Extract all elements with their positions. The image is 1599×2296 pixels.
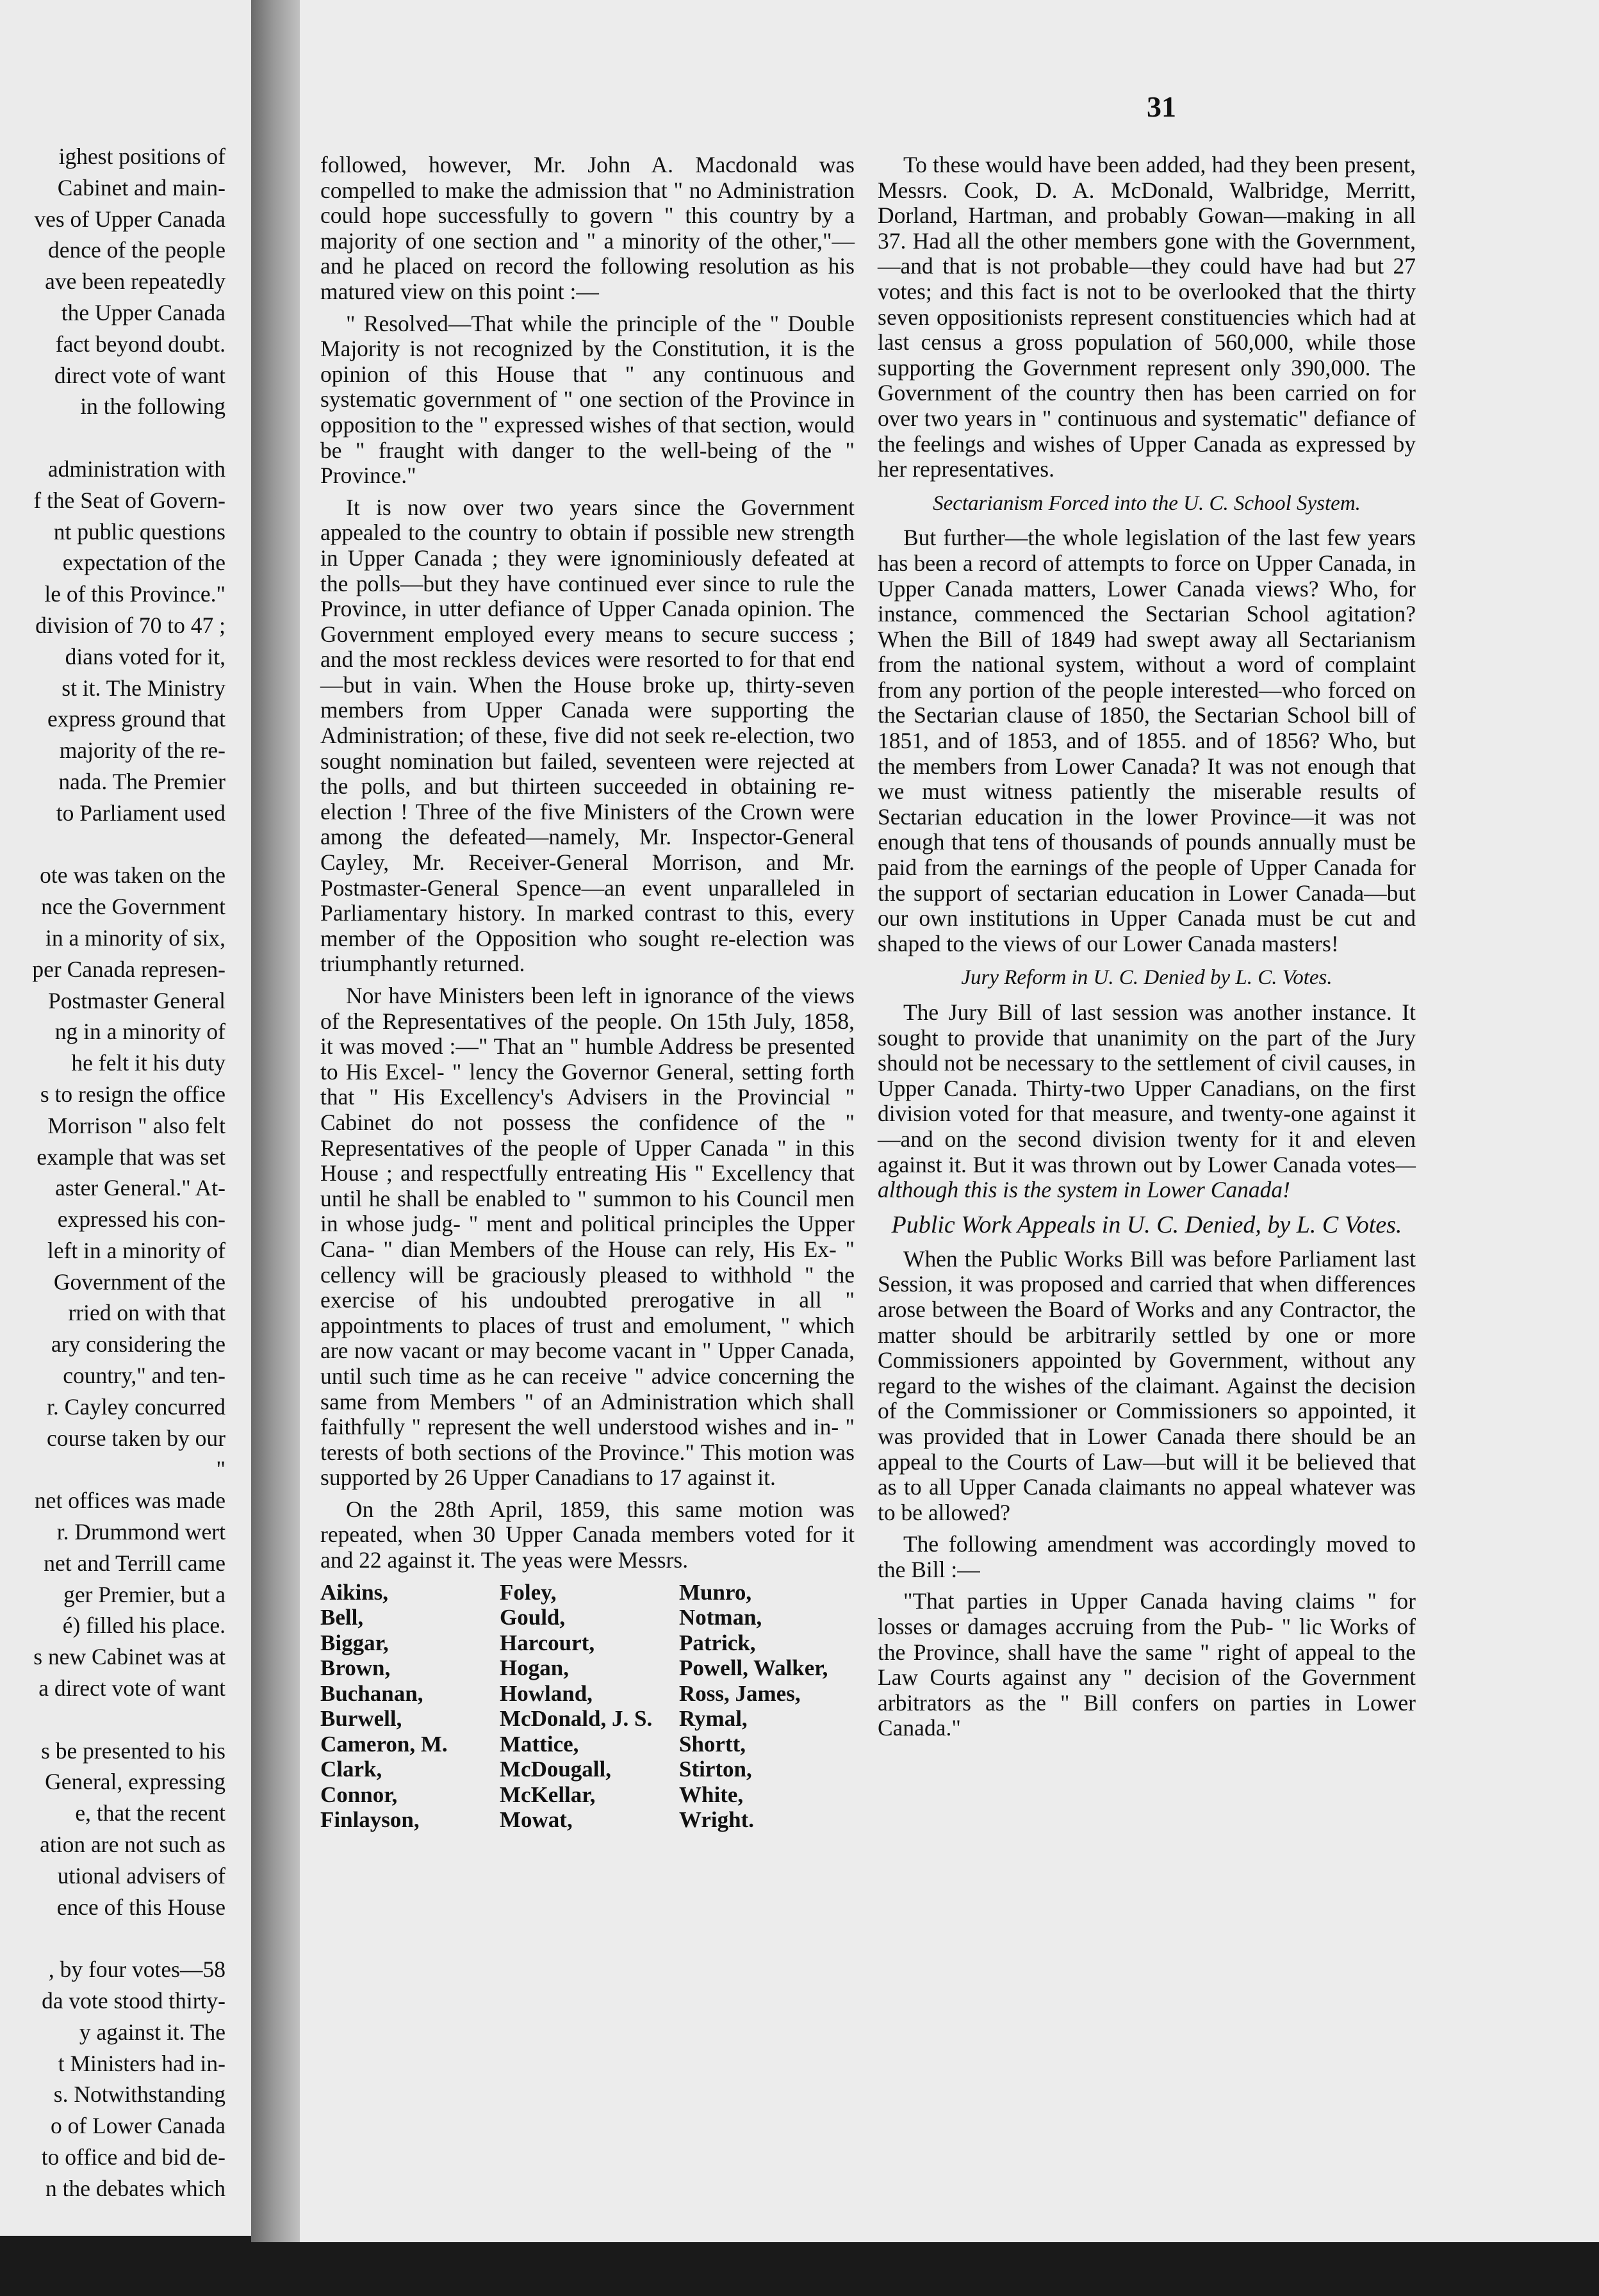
text-line: s be presented to his [41,1737,226,1764]
member-name: Connor, [320,1782,398,1807]
member-name: Notman, [679,1605,762,1630]
text-line [0,829,226,860]
member-name: Finlayson, [320,1807,420,1833]
paragraph: To these would have been added, had they been present, Messrs. Cook, D. A. McDonald, Walbridge, Merritt, Dorland, Hartman, and probably Gowan—making in all 37. Had all the other members gone with the Government, —and that is not probable—they could have had but 27 votes; and this fact is not to be overlooked that the thirty seven oppositionists represent constituencies which had at last census a gross population of 560,000, while those supporting the Government represent only 390,000. The Government of the country then has been carried on for over two years in " continuous and systematic" defiance of the feelings and wishes of Upper Canada as expressed by her representatives. [878,152,1416,482]
section-heading: Jury Reform in U. C. Denied by L. C. Votes. [961,966,1332,990]
member-name: Hogan, [500,1655,569,1681]
text-line: t Ministers had in- [58,2050,226,2076]
member-name: Wright. [679,1807,754,1833]
text-line: express ground that [47,706,226,732]
text-line: fact beyond doubt. [55,331,226,357]
yeas-list [320,1580,855,1833]
text-line: Postmaster General [47,987,226,1013]
right-page [300,0,1599,2242]
member-name: McDougall, [500,1757,612,1782]
page-number: 31 [1147,90,1176,123]
text-line: ng in a minority of [54,1019,226,1045]
text-line: s to resign the office [40,1081,226,1107]
text-line: country," and ten- [63,1363,226,1389]
section-heading: Sectarianism Forced into the U. C. School System. [933,491,1361,515]
member-name: Clark, [320,1757,382,1782]
text-line: Morrison " also felt [47,1112,226,1138]
member-name: Powell, Walker, [679,1655,828,1681]
text-line: net and Terrill came [44,1550,226,1576]
resolution-quote: " Resolved—That while the principle of the " Double Majority is not recognized by the Constitution, it is the opinion of this House that " any continuous and systematic government of " one section of the Province in opposition to the " expressed wishes of that section, would be " fraught with danger to the well-being of the " Province." [320,310,855,489]
text-line: Cabinet and main- [57,174,226,201]
text-line: nt public questions [53,518,226,545]
member-name: Howland, [500,1680,593,1706]
text-line: to Parliament used [56,800,226,826]
text-line: dians voted for it, [65,643,226,669]
text-line: ation are not such as [40,1832,226,1858]
text-line: Government of the [53,1268,226,1295]
member-name: Burwell, [320,1706,402,1732]
text-line: r. Drummond wert [56,1519,226,1545]
text-line: nada. The Premier [58,768,226,794]
paragraph-italic: —although this is the system in Lower Canada! [878,1151,1416,1203]
text-line: net offices was made [34,1488,226,1514]
amendment-quote: "That parties in Upper Canada having claims " for losses or damages accruing from the Pub- " lic Works of the Province, shall have the same " right of appeal to the Law Courts against any " decision of the Government arbitrators as the " Bill confers on parties in Lower Canada." [878,1588,1416,1741]
text-line: example that was set [37,1144,226,1170]
text-line: nce the Government [41,894,226,920]
text-line: ote was taken on the [40,862,226,889]
text-line: ave been repeatedly [45,268,226,295]
text-line: utional advisers of [57,1862,226,1889]
text-line [0,1923,226,1954]
text-line: ighest positions of [58,144,226,169]
paragraph: The following amendment was accordingly moved to the Bill :— [878,1531,1416,1582]
text-line: le of this Province." [44,581,226,607]
member-name: Patrick, [679,1630,756,1655]
text-line: é) filled his place. [62,1612,226,1639]
text-line: aster General." At- [55,1175,226,1201]
member-name: Bell, [320,1605,364,1630]
text-line: ger Premier, but a [63,1581,226,1607]
member-name: Buchanan, [320,1680,423,1706]
text-line: r. Cayley concurred [47,1393,226,1420]
paragraph: When the Public Works Bill was before Parliament last Session, it was proposed and carried that when differences arose between the Board of Works and any Contractor, the matter should be arbitrarily settled by one or more Commissioners appointed by Government, without any regard to the wishes of the claimant. Against the decision of the Commissioner or Commissioners so appointed, it was provided that in Lower Canada there should be an appeal to the Courts of Law—but will it be believed that as to all Upper Canada claimants no appeal whatever was to be allowed? [878,1245,1416,1525]
member-name: Foley, [500,1579,557,1605]
column-left [320,152,855,1833]
text-line: n the debates which [45,2175,226,2201]
member-name: Aikins, [320,1579,389,1605]
member-name: Munro, [679,1579,752,1605]
paragraph: It is now over two years since the Government appealed to the country to obtain if possible new strength in Upper Canada ; they were ignominiously defeated at the polls—but they have continued ever since to rule the Province, in utter defiance of Upper Canada opinion. The Government employed every means to secure success ; and the most reckless devices were resorted to for that end—but in vain. When the House broke up, thirty-seven members from Upper Canada were supporting the Administration; of these, five did not seek re-election, two sought nomination but failed, seventeen were rejected at the polls, and but thirteen succeeded in obtaining re-election ! Three of the five Ministers of the Crown were among the defeated—namely, Mr. Inspector-General Cayley, Mr. Receiver-General Morrison, and Mr. Postmaster-General Spence—an event unparalleled in Parliamentary history. In marked contrast to this, every member of the Opposition who sought re-election was triumphantly returned. [320,494,855,977]
member-name: McDonald, J. S. [500,1706,653,1732]
text-line: majority of the re- [59,737,226,764]
left-page-text [0,141,226,2204]
text-line: , by four votes—58 [48,1956,226,1983]
text-line: he felt it his duty [71,1050,226,1076]
text-line: to office and bid de- [41,2144,226,2170]
text-line: General, expressing [45,1769,226,1795]
text-line: ves of Upper Canada [34,206,226,232]
text-line: expressed his con- [57,1206,226,1233]
member-name: Shortt, [679,1731,746,1757]
text-line: ence of this House [56,1894,226,1920]
text-line: left in a minority of [47,1237,226,1263]
section-heading: Public Work Appeals in U. C. Denied, by L. C Votes. [891,1211,1402,1238]
member-name: Rymal, [679,1706,748,1732]
text-line: in the following [80,393,226,420]
text-line: st it. The Ministry [62,675,226,701]
paragraph: But further—the whole legislation of the last few years has been a record of attempts to force on Upper Canada, in Upper Canada matters, Lower Canada views? Who, for instance, commenced the Sectarian School agitation? When the Bill of 1849 had swept away all Sectarianism from the national system, without a word of complaint from any portion of the people interested—who forced on the Sectarian clause of 1850, the Sectarian School bill of 1851, and of 1853, and of 1855. and of 1856? Who, but the members from Lower Canada? It was not enough that we must witness patiently the miserable results of Sectarian education in the lower Province—it was not enough that tens of thousands of pounds annually must be paid from the earnings of the people of Upper Canada for the support of sectarian education in Lower Canada—but our own institutions in Upper Canada must be cut and shaped to the views of our Lower Canada masters! [878,525,1416,956]
text-line: direct vote of want [54,362,226,388]
text-line: f the Seat of Govern- [33,487,226,513]
text-line: s new Cabinet was at [33,1644,226,1670]
paragraph: On the 28th April, 1859, this same motion was repeated, when 30 Upper Canada members voted for it and 22 against it. The yeas were Messrs. [320,1496,855,1573]
left-page-fragment [0,0,261,2236]
text-line [0,1704,226,1735]
text-line: a direct vote of want [38,1675,226,1702]
text-line: da vote stood thirty- [42,1988,226,2014]
text-line [0,422,226,454]
member-name: Mowat, [500,1807,573,1833]
text-line: the Upper Canada [61,299,226,325]
text-line: in a minority of six, [45,924,226,951]
member-name: White, [679,1782,744,1807]
text-line: o of Lower Canada [50,2113,226,2139]
member-name: Brown, [320,1655,391,1681]
member-name: McKellar, [500,1782,596,1807]
column-right [878,152,1416,1748]
paragraph-text: The Jury Bill of last session was another instance. It sought to provide that unanimity on the part of the Jury should not be necessary to the settlement of civil causes, in Upper Canada. Thirty-two Upper Canadians, on the first division voted for that measure, and twenty-one against it—and on the second division twenty for it and eleven against it. But it was thrown out by Lower Canada votes [878,999,1416,1177]
member-name: Stirton, [679,1757,752,1782]
text-line: per Canada represen- [32,956,226,982]
paragraph [878,1000,1416,1203]
paragraph: followed, however, Mr. John A. Macdonald was compelled to make the admission that " no Administration could hope successfully to govern " this country by a majority of one section and " a minority of the other,"—and he placed on record the following resolution as his matured view on this point :— [320,152,855,304]
member-name: Biggar, [320,1630,389,1655]
member-name: Mattice, [500,1731,579,1757]
text-line: course taken by our [47,1425,226,1451]
text-line: " [216,1456,226,1482]
text-line: ary considering the [51,1331,226,1357]
text-line: s. Notwithstanding [53,2081,226,2108]
text-line: expectation of the [62,550,226,576]
text-line: e, that the recent [75,1800,226,1826]
paragraph: Nor have Ministers been left in ignorance of the views of the Representatives of the people. On 15th July, 1858, it was moved :—" That an " humble Address be presented to His Excel- " lency the Governor General, setting forth that " His Excellency's Advisers in the Provincial " Cabinet do not possess the confidence of the " Representatives of the people of Upper Canada " in this House ; and respectfully entreating His " Excellency that until he shall be enabled to " summon to his Council men in whose judg- " ment and political principles the Upper Cana- " dian Members of the House can rely, His Ex- " cellency will be graciously pleased to withhold " the exercise of his undoubted prerogative in all " appointments to places of trust and emolument, " which are now vacant or may become vacant in " Upper Canada, until such time as he can receive " advice concerning the same from Members " of an Administration which shall faithfully " represent the well understood wishes and in- " terests of both sections of the Province." This motion was supported by 26 Upper Canadians to 17 against it. [320,983,855,1491]
member-name: Ross, James, [679,1680,801,1706]
member-name: Cameron, M. [320,1731,448,1757]
member-name: Harcourt, [500,1630,595,1655]
text-line: dence of the people [48,237,226,263]
text-line: rried on with that [68,1300,226,1326]
text-line: administration with [47,455,226,482]
text-line: y against it. The [79,2019,226,2045]
text-line: division of 70 to 47 ; [35,612,226,638]
member-name: Gould, [500,1605,566,1630]
